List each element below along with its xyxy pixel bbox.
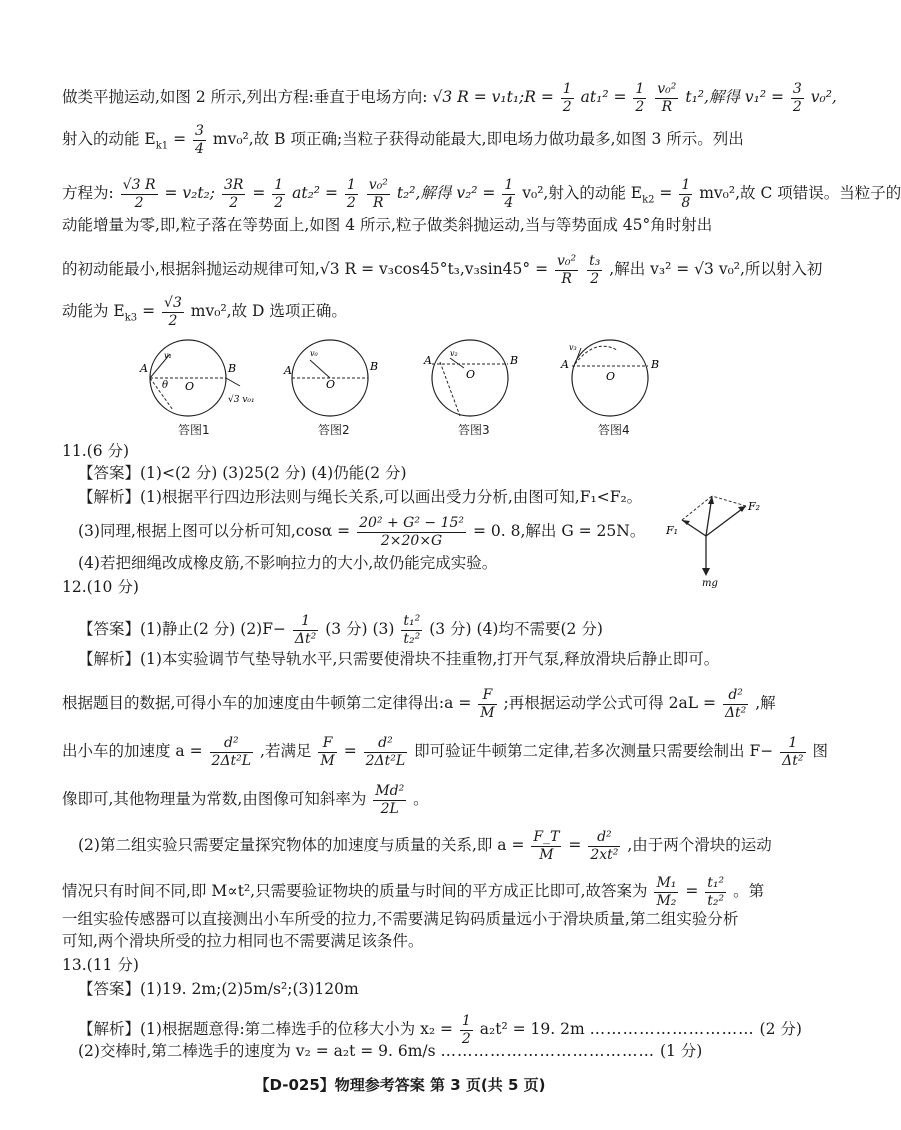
fraction: $\frac{F}{M}$ bbox=[480, 687, 495, 721]
exit-arrow bbox=[226, 378, 240, 386]
q12-answer: 【答案】(1)静止(2 分) (2)F− $\frac{1}{\text{Δt²}}$ (3 分) (3) $\frac{\text{t₁²}}{\text{t₂²}}$ (3 分) (4)均不需要(2 分) bbox=[78, 613, 603, 647]
para-line-3: 方程为: $\frac{√3 R}{2}$ = v₂t₂; $\frac{3R}{2}$ = $\frac{1}{2}$ at₂² = $\frac{1}{2}$ $\frac{\text{v₀²}}{R}$ t₂²,解得 v₂² = $\frac{1}{4}$ v₀²,射入的动能 $E_{k2}$ = $\frac{1}{8}$ mv₀²,故 C 项错误。当粒子的 bbox=[62, 177, 901, 211]
label-f1: F₁ bbox=[666, 524, 679, 537]
fraction: $\frac{1}{\text{Δt²}}$ bbox=[294, 613, 317, 647]
fraction: $\frac{\text{v₀²}}{R}$ bbox=[368, 177, 388, 211]
fraction: $\frac{1}{\text{Δt²}}$ bbox=[782, 735, 804, 769]
para-line-2: 射入的动能 $E_{k1}$ = $\frac{3}{4}$ mv₀²,故 B 项正确;当粒子获得动能最大,即电场力做功最多,如图 3 所示。列出 bbox=[62, 123, 744, 157]
q13-explain-2: (2)交棒时,第二棒选手的速度为 v₂ = a₂t = 9. 6m/s ………………………………… (1 分) bbox=[78, 1042, 703, 1060]
parallelogram-2 bbox=[712, 496, 746, 506]
label-v3: v₃ bbox=[569, 343, 577, 352]
label-a: A bbox=[424, 354, 432, 367]
q11-explain-2: (3)同理,根据上图可以分析可知,cosα = $\frac{\text{20² + G² − 15²}}{2\times 20\times G}$ = 0. 8,解出 G = 25N。 bbox=[78, 515, 646, 549]
figure-2 bbox=[280, 338, 390, 422]
fraction: $\frac{\text{M₁}}{\text{M₂}}$ bbox=[656, 875, 677, 909]
fraction: $\frac{1}{2}$ bbox=[274, 177, 284, 211]
fraction: $\frac{√3}{2}$ bbox=[164, 295, 182, 329]
fraction: $\frac{3}{4}$ bbox=[195, 123, 204, 157]
label-a: A bbox=[561, 358, 569, 371]
parallelogram-1 bbox=[682, 496, 712, 520]
q12-explain-6: 情况只有时间不同,即 M∝t²,只需要验证物块的质量与时间的平方成正比即可,故答案为 $\frac{\text{M₁}}{\text{M₂}}$ = $\frac{\text{t₁²}}{\text{t₂²}}$ 。第 bbox=[62, 875, 765, 909]
arrow-mg bbox=[702, 568, 710, 576]
label-b: B bbox=[510, 354, 519, 367]
q12-explain-3: 出小车的加速度 a = $\frac{\text{d²}}{\text{2Δt²L}}$ ,若满足 $\frac{F}{M}$ = $\frac{\text{d²}}{\text{2Δt²L}}$ 即可验证牛顿第二定律,若多次测量只需要绘制出 F− $\frac{1}{\text{Δt²}}$ 图 bbox=[62, 735, 828, 769]
velocity-line bbox=[450, 358, 464, 368]
label-v2: v₂ bbox=[450, 349, 458, 358]
fraction: $\frac{1}{4}$ bbox=[504, 177, 514, 211]
label-b: B bbox=[651, 358, 660, 371]
q11-explain-1: 【解析】(1)根据平行四边形法则与绳长关系,可以画出受力分析,由图可知,F₁<F₂。 bbox=[78, 488, 643, 506]
figure-4-caption: 答图4 bbox=[598, 423, 630, 437]
fraction: $\frac{\text{20² + G² − 15²}}{2\times 20\times G}$ bbox=[359, 515, 465, 549]
force-f2 bbox=[706, 506, 746, 536]
fraction: $\frac{F\_T}{M}$ bbox=[533, 829, 560, 863]
label-f2: F₂ bbox=[748, 500, 761, 513]
q11-explain-3: (4)若把细绳改成橡皮筋,不影响拉力的大小,故仍能完成实验。 bbox=[78, 554, 498, 572]
label-o: O bbox=[606, 370, 616, 383]
force-diagram bbox=[660, 492, 770, 588]
fraction: $\frac{F}{M}$ bbox=[320, 735, 335, 769]
para-line-4: 动能增量为零,即,粒子落在等势面上,如图 4 所示,粒子做类斜抛运动,当与等势面成 45°角时射出 bbox=[62, 216, 713, 234]
fraction: $\frac{\text{d²}}{\text{2Δt²L}}$ bbox=[365, 735, 406, 769]
label-mg: mg bbox=[702, 578, 718, 589]
label-b: B bbox=[228, 362, 237, 375]
fraction: $\frac{\text{v₀²}}{R}$ bbox=[557, 253, 577, 287]
figure-1-caption: 答图1 bbox=[178, 423, 210, 437]
figure-2-caption: 答图2 bbox=[318, 423, 350, 437]
q13-number: 13.(11 分) bbox=[62, 956, 139, 974]
q12-explain-5: (2)第二组实验只需要定量探究物体的加速度与质量的关系,即 a = $\frac{F\_T}{M}$ = $\frac{\text{d²}}{\text{2xt²}}$ ,由于两个滑块的运动 bbox=[78, 829, 772, 863]
fraction: $\frac{1}{2}$ bbox=[461, 1013, 471, 1047]
label-a: A bbox=[284, 364, 292, 377]
label-a: A bbox=[140, 362, 148, 375]
fraction: $\frac{\text{d²}}{\text{2xt²}}$ bbox=[590, 829, 619, 863]
label-v1: v₁ bbox=[164, 351, 172, 360]
fraction: $\frac{1}{2}$ bbox=[346, 177, 356, 211]
fraction: $\frac{3R}{2}$ bbox=[223, 177, 244, 211]
label-b: B bbox=[370, 360, 379, 373]
q13-explain-1: 【解析】(1)根据题意得:第二棒选手的位移大小为 x₂ = $\frac{1}{2}$ a₂t² = 19. 2m ………………………… (2 分) bbox=[78, 1013, 802, 1047]
q12-explain-2: 根据题目的数据,可得小车的加速度由牛顿第二定律得出:a = $\frac{F}{M}$ ;再根据运动学公式可得 2aL = $\frac{\text{d²}}{\text{Δt²}}$ ,解 bbox=[62, 687, 776, 721]
fraction: $\frac{√3 R}{2}$ bbox=[122, 177, 156, 211]
trajectory-line bbox=[440, 362, 460, 416]
figure-3 bbox=[420, 338, 530, 422]
figure-3-caption: 答图3 bbox=[458, 423, 490, 437]
label-o: O bbox=[466, 368, 476, 381]
fraction: $\frac{\text{t₃}}{2}$ bbox=[589, 253, 601, 287]
fraction: $\frac{\text{d²}}{\text{Δt²}}$ bbox=[724, 687, 747, 721]
para-line-1: 做类平抛运动,如图 2 所示,列出方程:垂直于电场方向: √3 R = v₁t₁;R = $\frac{1}{2}$ at₁² = $\frac{1}{2}$ $\frac{\text{v₀²}}{R}$ t₁²,解得 v₁² = $\frac{3}{2}$ v₀², bbox=[62, 81, 837, 115]
fraction: $\frac{\text{t₁²}}{\text{t₂²}}$ bbox=[707, 875, 725, 909]
trajectory-curve bbox=[575, 346, 617, 364]
page-footer: 【D-025】物理参考答案 第 3 页(共 5 页) bbox=[254, 1076, 546, 1094]
q12-number: 12.(10 分) bbox=[62, 578, 139, 596]
velocity-line bbox=[310, 360, 330, 378]
label-theta: θ bbox=[162, 380, 169, 391]
figure-4 bbox=[555, 338, 675, 422]
para-line-5: 的初动能最小,根据斜抛运动规律可知,√3 R = v₃cos45°t₃,v₃sin45° = $\frac{\text{v₀²}}{R}$ $\frac{\text{t₃}}{2}$ ,解出 v₃² = √3 v₀²,所以射入初 bbox=[62, 253, 823, 287]
fraction: $\frac{\text{Md²}}{2L}$ bbox=[375, 783, 405, 817]
fraction: $\frac{\text{v₀²}}{R}$ bbox=[657, 81, 677, 115]
q12-explain-1: 【解析】(1)本实验调节气垫导轨水平,只需要使滑块不挂重物,打开气泵,释放滑块后静止即可。 bbox=[78, 650, 720, 668]
q13-answer: 【答案】(1)19. 2m;(2)5m/s²;(3)120m bbox=[78, 980, 359, 998]
label-v0: v₀ bbox=[310, 349, 318, 358]
figure-1 bbox=[140, 338, 270, 422]
q12-explain-7: 一组实验传感器可以直接测出小车所受的拉力,不需要满足钩码质量远小于滑块质量,第二组实验分析 bbox=[62, 910, 739, 928]
label-rv1: √3 v₀₁ bbox=[228, 395, 255, 405]
fraction: $\frac{1}{2}$ bbox=[562, 81, 572, 115]
label-o: O bbox=[185, 380, 195, 393]
fraction: $\frac{1}{8}$ bbox=[681, 177, 691, 211]
fraction: $\frac{\text{d²}}{\text{2Δt²L}}$ bbox=[211, 735, 252, 769]
para-line-6: 动能为 $E_{k3}$ = $\frac{√3}{2}$ mv₀²,故 D 选项正确。 bbox=[62, 295, 347, 329]
fraction: $\frac{1}{2}$ bbox=[635, 81, 645, 115]
fraction: $\frac{3}{2}$ bbox=[792, 81, 802, 115]
q12-explain-8: 可知,两个滑块所受的拉力相同也不需要满足该条件。 bbox=[62, 932, 424, 950]
label-o: O bbox=[326, 378, 336, 391]
q12-explain-4: 像即可,其他物理量为常数,由图像可知斜率为 $\frac{\text{Md²}}{2L}$ 。 bbox=[62, 783, 429, 817]
fraction: $\frac{\text{t₁²}}{\text{t₂²}}$ bbox=[403, 613, 421, 647]
q11-number: 11.(6 分) bbox=[62, 442, 130, 460]
q11-answer: 【答案】(1)<(2 分) (3)25(2 分) (4)仍能(2 分) bbox=[78, 464, 407, 482]
